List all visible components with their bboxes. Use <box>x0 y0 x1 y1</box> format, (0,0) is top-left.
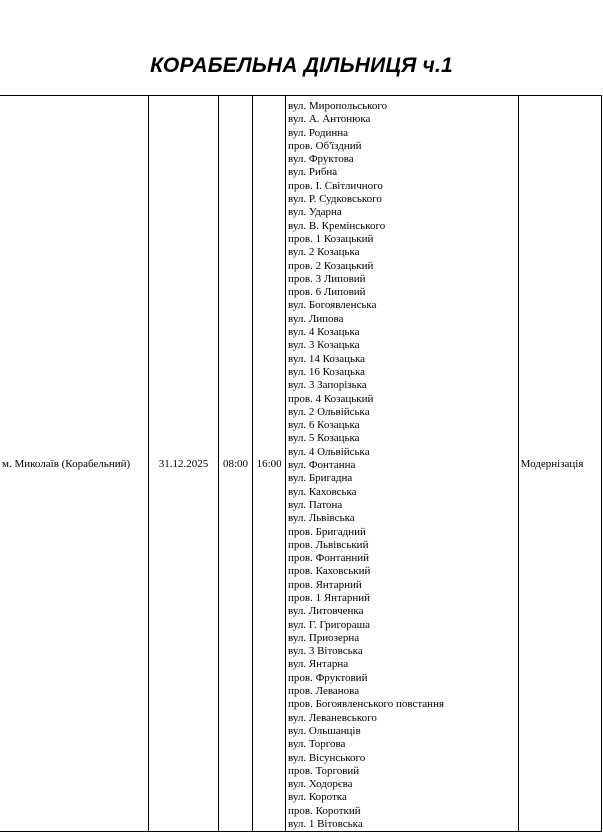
street-item: вул. Каховська <box>288 485 357 498</box>
street-item: пров. І. Світличного <box>288 179 383 192</box>
end-time-cell: 16:00 <box>253 96 286 832</box>
street-item: пров. Каховський <box>288 565 371 578</box>
street-item: пров. 6 Липовий <box>288 286 366 299</box>
street-item: вул. Патона <box>288 498 343 511</box>
outage-schedule-table <box>0 95 602 832</box>
street-item: вул. Ольшанців <box>288 724 361 737</box>
street-item: вул. 3 Вітовська <box>288 645 363 658</box>
street-item: пров. 1 Янтарний <box>288 591 371 604</box>
street-item: вул. Миропольського <box>288 100 388 112</box>
street-item: вул. Ходорєва <box>288 778 353 791</box>
street-item: вул. А. Антонюка <box>288 113 371 126</box>
street-item: пров. Торговий <box>288 764 360 777</box>
street-item: вул. 4 Козацька <box>288 326 360 339</box>
street-item: вул. Рибна <box>288 166 338 179</box>
street-item: вул. 1 Вітовська <box>288 818 363 831</box>
street-item: вул. 4 Ольвійська <box>288 445 370 458</box>
street-item: пров. Об'їздний <box>288 139 362 152</box>
date-cell: 31.12.2025 <box>149 96 218 832</box>
street-item: вул. Фруктова <box>288 153 354 166</box>
street-item: вул. Коротка <box>288 791 347 804</box>
street-item: пров. Львівський <box>288 538 369 551</box>
street-item: вул. Вісунського <box>288 751 366 764</box>
table-row <box>0 96 602 832</box>
street-item: пров. Короткий <box>288 804 361 817</box>
street-item: вул. 5 Козацька <box>288 432 360 445</box>
street-item: вул. 3 Козацька <box>288 339 360 352</box>
start-time-cell: 08:00 <box>218 96 253 832</box>
street-item: пров. 2 Козацький <box>288 259 374 272</box>
street-item: вул. Торгова <box>288 738 346 751</box>
street-item: вул. 14 Козацька <box>288 352 366 365</box>
street-item: вул. Львівська <box>288 512 355 525</box>
street-item: вул. Бригадна <box>288 472 353 485</box>
street-item: вул. Янтарна <box>288 658 349 671</box>
street-item: вул. Липова <box>288 312 344 325</box>
street-item: пров. 4 Козацький <box>288 392 374 405</box>
street-item: пров. 3 Липовий <box>288 272 366 285</box>
street-item: вул. Леваневського <box>288 711 377 724</box>
city-cell: м. Миколаїв (Корабельний) <box>0 96 149 832</box>
street-item: вул. 16 Козацька <box>288 365 366 378</box>
reason-cell: Модернізація <box>518 96 601 832</box>
street-item: вул. Фонтанна <box>288 459 356 472</box>
street-item: пров. Леванова <box>288 685 360 698</box>
street-item: пров. Янтарний <box>288 578 362 591</box>
page-title: КОРАБЕЛЬНА ДІЛЬНИЦЯ ч.1 <box>150 54 453 77</box>
street-item: вул. Богоявленська <box>288 299 377 312</box>
street-item: вул. Р. Судковського <box>288 193 382 206</box>
street-item: вул. 6 Козацька <box>288 419 360 432</box>
street-item: вул. 2 Козацька <box>288 246 360 259</box>
street-list <box>288 100 516 831</box>
street-item: пров. Фруктовий <box>288 671 368 684</box>
street-item: вул. Литовченка <box>288 605 364 618</box>
street-item: вул. 2 Ольвійська <box>288 405 370 418</box>
street-item: пров. Фонтанний <box>288 552 370 565</box>
street-item: вул. 3 Запорізька <box>288 379 367 392</box>
street-item: пров. 1 Козацький <box>288 232 374 245</box>
street-item: вул. Г. Григораша <box>288 618 370 631</box>
street-item: вул. В. Кремінського <box>288 219 386 232</box>
street-item: вул. Родинна <box>288 126 348 139</box>
street-item: вул. Приозерна <box>288 631 360 644</box>
street-item: вул. Ударна <box>288 206 342 219</box>
street-item: пров. Бригадний <box>288 525 366 538</box>
street-item: пров. Богоявленського повстання <box>288 698 445 711</box>
streets-cell <box>286 96 519 832</box>
